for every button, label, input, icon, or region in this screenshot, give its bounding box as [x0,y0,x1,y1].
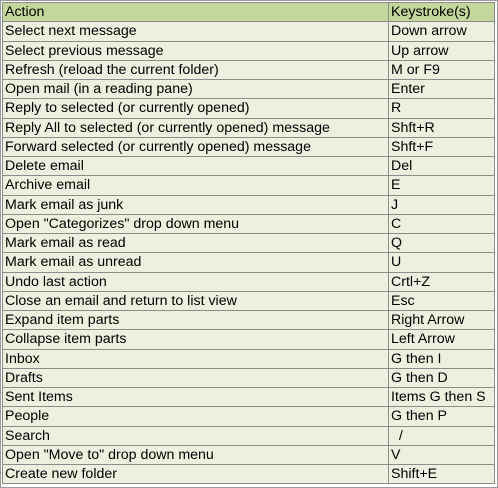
action-cell: Create new folder [3,465,389,484]
table-row [3,311,495,330]
action-cell: Refresh (reload the current folder) [3,60,389,79]
action-cell: Open mail (in a reading pane) [3,80,389,99]
action-cell: Mark email as junk [3,195,389,214]
action-cell: Sent Items [3,388,389,407]
column-header-action: Action [3,3,389,22]
action-cell: Open "Move to" drop down menu [3,445,389,464]
keystroke-cell: Shft+F [389,137,495,156]
keystroke-cell: Esc [389,291,495,310]
table-row [3,41,495,60]
action-cell: Select previous message [3,41,389,60]
action-cell: Select next message [3,22,389,41]
action-cell: Forward selected (or currently opened) message [3,137,389,156]
table-row [3,195,495,214]
table-row [3,118,495,137]
keystroke-cell: R [389,99,495,118]
action-cell: Reply to selected (or currently opened) [3,99,389,118]
table-header-row [3,3,495,22]
keystroke-cell: C [389,214,495,233]
keystroke-cell: E [389,176,495,195]
table-row [3,388,495,407]
action-cell: Reply All to selected (or currently opened) message [3,118,389,137]
keystroke-cell: U [389,253,495,272]
table-row [3,214,495,233]
table-row [3,234,495,253]
keystroke-cell: Up arrow [389,41,495,60]
column-header-keystroke: Keystroke(s) [389,3,495,22]
action-cell: Inbox [3,349,389,368]
table-row [3,330,495,349]
keystroke-cell: Crtl+Z [389,272,495,291]
keystroke-cell: G then D [389,368,495,387]
table-row [3,368,495,387]
table-row [3,80,495,99]
action-cell: Mark email as read [3,234,389,253]
table-row [3,22,495,41]
keystroke-cell: Items G then S [389,388,495,407]
action-cell: People [3,407,389,426]
table-row [3,426,495,445]
keystroke-cell: Down arrow [389,22,495,41]
keystroke-cell: Left Arrow [389,330,495,349]
keystroke-cell: V [389,445,495,464]
action-cell: Expand item parts [3,311,389,330]
table-row [3,272,495,291]
table-row [3,157,495,176]
table-row [3,99,495,118]
table-row [3,445,495,464]
table-row [3,349,495,368]
action-cell: Archive email [3,176,389,195]
action-cell: Search [3,426,389,445]
keystroke-cell: Shft+R [389,118,495,137]
keystroke-cell: Shift+E [389,465,495,484]
action-cell: Mark email as unread [3,253,389,272]
table-row [3,465,495,484]
keystroke-cell: Right Arrow [389,311,495,330]
table-row [3,253,495,272]
action-cell: Delete email [3,157,389,176]
keystroke-cell: / [389,426,495,445]
table-row [3,137,495,156]
table-row [3,407,495,426]
table-row [3,176,495,195]
keystroke-cell: M or F9 [389,60,495,79]
keystroke-cell: Del [389,157,495,176]
action-cell: Undo last action [3,272,389,291]
table-row [3,60,495,79]
keystroke-cell: Enter [389,80,495,99]
keystroke-cell: Q [389,234,495,253]
keystroke-cell: G then I [389,349,495,368]
action-cell: Drafts [3,368,389,387]
table-body [3,22,495,484]
keystroke-cell: G then P [389,407,495,426]
action-cell: Open "Categorizes" drop down menu [3,214,389,233]
table-row [3,291,495,310]
action-cell: Collapse item parts [3,330,389,349]
keystroke-cell: J [389,195,495,214]
shortcut-table [2,2,495,484]
action-cell: Close an email and return to list view [3,291,389,310]
